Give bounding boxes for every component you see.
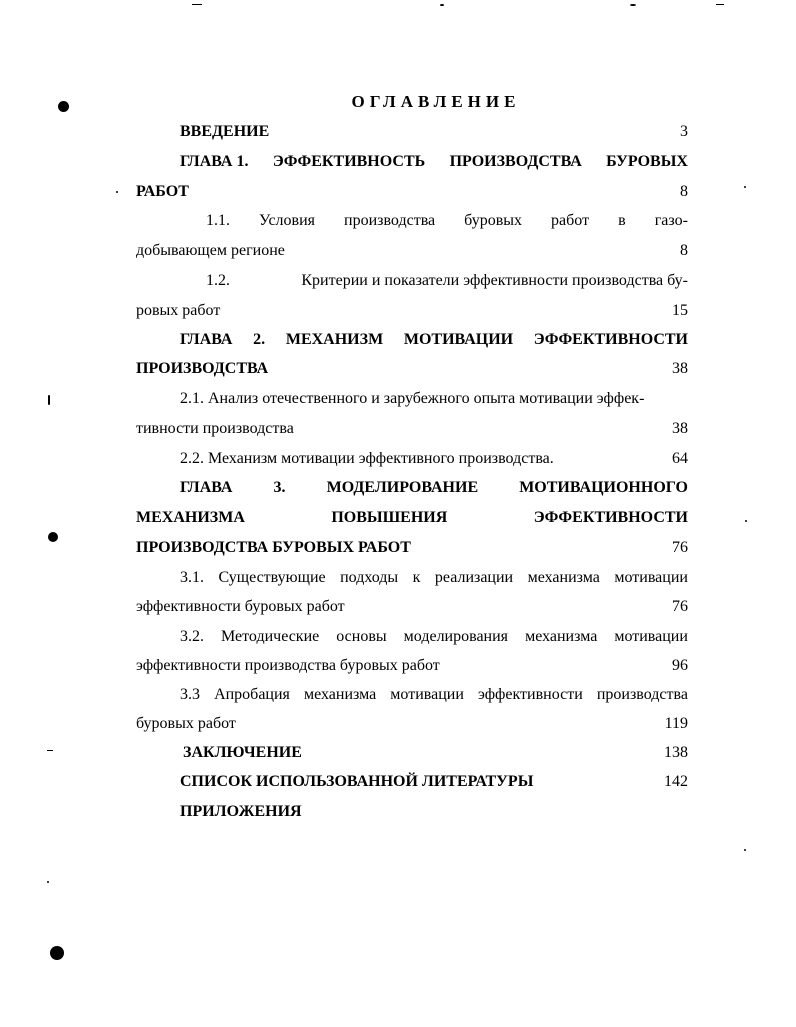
entry-page: 64: [672, 450, 688, 467]
word: МОТИВАЦИИ: [403, 331, 514, 348]
toc-section-3-1-line-2: [136, 596, 688, 618]
toc-section-2-1-line-1: [136, 388, 688, 410]
toc-chapter-3-line-3: [136, 537, 688, 559]
word: производства: [344, 212, 436, 229]
entry-label: добывающем регионе: [136, 242, 285, 259]
toc-chapter-1-line-1: [136, 151, 688, 173]
scan-speck: [745, 520, 747, 522]
word: Методические: [221, 628, 320, 645]
entry-label: ПРИЛОЖЕНИЯ: [180, 803, 302, 820]
word: 1.2.: [206, 272, 230, 289]
entry-label: ПРОИЗВОДСТВА БУРОВЫХ РАБОТ: [136, 539, 411, 556]
word: ГЛАВА: [180, 331, 233, 348]
entry-page: 138: [664, 744, 688, 761]
word: Апробация: [214, 686, 290, 703]
toc-chapter-3-line-1: [136, 477, 688, 499]
scan-speck: [744, 186, 746, 188]
entry-label: ЗАКЛЮЧЕНИЕ: [183, 744, 302, 761]
entry-label: СПИСОК ИСПОЛЬЗОВАННОЙ ЛИТЕРАТУРЫ: [180, 773, 534, 790]
word: 3.1.: [180, 569, 204, 586]
scan-speck: [50, 946, 64, 960]
word: МОТИВАЦИОННОГО: [519, 479, 688, 496]
word: ПОВЫШЕНИЯ: [331, 509, 448, 526]
word: в: [618, 212, 626, 229]
word: ПРОИЗВОДСТВА: [449, 153, 582, 170]
word: МОДЕЛИРОВАНИЕ: [326, 479, 479, 496]
word: Существующие: [218, 569, 326, 586]
scan-speck: [192, 4, 202, 5]
entry-page: 142: [664, 773, 688, 790]
word: ЭФФЕКТИВНОСТЬ: [272, 153, 426, 170]
word: механизма: [525, 628, 598, 645]
toc-entry-references: [136, 771, 688, 793]
word: механизма: [527, 569, 600, 586]
entry-label: РАБОТ: [136, 183, 189, 200]
toc-entry-appendices: [136, 801, 688, 823]
word: 3.3: [180, 686, 200, 703]
entry-label: тивности производства: [136, 420, 294, 437]
entry-label: ВВЕДЕНИЕ: [180, 123, 270, 140]
word: ГЛАВА: [180, 479, 233, 496]
scan-speck: [48, 395, 50, 405]
word: производства: [596, 686, 688, 703]
toc-section-2-1-line-2: [136, 418, 688, 440]
toc-section-3-3-line-2: [136, 713, 688, 735]
scan-speck: [48, 532, 58, 542]
scan-speck: [58, 101, 69, 112]
scan-speck: [47, 750, 53, 751]
word: эффективности: [477, 686, 583, 703]
word: моделирования: [403, 628, 509, 645]
toc-section-1-1-line-2: [136, 240, 688, 262]
toc-chapter-2-line-2: [136, 358, 688, 380]
entry-page: 8: [680, 183, 688, 200]
toc-entry-conclusion: [136, 742, 688, 764]
toc-section-3-3-line-1: [136, 684, 688, 706]
scan-speck: [116, 191, 118, 193]
word: к: [412, 569, 421, 586]
word: Условия: [259, 212, 315, 229]
word: реализации: [434, 569, 514, 586]
word: механизма: [303, 686, 377, 703]
word: мотивации: [614, 569, 688, 586]
entry-label: эффективности буровых работ: [136, 598, 345, 615]
scan-speck: [716, 4, 724, 5]
scan-speck: [47, 881, 49, 883]
word: БУРОВЫХ: [606, 153, 688, 170]
word: основы: [336, 628, 387, 645]
toc-chapter-1-line-2: [136, 181, 688, 203]
toc-chapter-2-line-1: [136, 329, 688, 351]
toc-section-3-1-line-1: [136, 567, 688, 589]
word: 3.2.: [180, 628, 204, 645]
entry-page: 8: [680, 242, 688, 259]
scan-speck: [744, 849, 746, 851]
toc-section-3-2-line-2: [136, 655, 688, 677]
word: работ: [551, 212, 590, 229]
word: МЕХАНИЗМ: [285, 331, 384, 348]
toc-chapter-3-line-2: [136, 507, 688, 529]
entry-label: эффективности производства буровых работ: [136, 657, 440, 674]
entry-page: 38: [672, 420, 688, 437]
word: подходы: [340, 569, 399, 586]
toc-title: ОГЛАВЛЕНИЕ: [351, 92, 521, 111]
word: ЭФФЕКТИВНОСТИ: [533, 509, 688, 526]
word: 1.1.: [206, 212, 230, 229]
entry-page: 38: [672, 360, 688, 377]
entry-page: 119: [664, 715, 688, 732]
entry-page: 76: [672, 539, 688, 556]
entry-page: 96: [672, 657, 688, 674]
word: МЕХАНИЗМА: [136, 509, 245, 526]
toc-section-3-2-line-1: [136, 626, 688, 648]
toc-section-1-2-line-2: [136, 300, 688, 322]
entry-label: ровых работ: [136, 302, 221, 319]
scan-speck: [630, 4, 636, 6]
word: 2.: [253, 331, 266, 348]
word: 3.: [273, 479, 286, 496]
toc-section-1-2-line-1: [136, 270, 688, 292]
entry-label: 2.1. Анализ отечественного и зарубежного опыта мотивации эффек-: [180, 390, 645, 407]
entry-label: ПРОИЗВОДСТВА: [136, 360, 269, 377]
toc-entry-introduction: [136, 121, 688, 143]
word: буровых: [464, 212, 523, 229]
word: ГЛАВА 1.: [180, 153, 249, 170]
entry-page: 3: [680, 123, 688, 140]
entry-page: 15: [672, 302, 688, 319]
word: газо-: [654, 212, 688, 229]
entry-label: буровых работ: [136, 715, 236, 732]
word: ЭФФЕКТИВНОСТИ: [533, 331, 688, 348]
word: Критерии и показатели эффективности производства бу-: [301, 272, 688, 289]
toc-section-1-1-line-1: [136, 210, 688, 232]
word: мотивации: [614, 628, 688, 645]
toc-section-2-2: [136, 448, 688, 470]
word: мотивации: [390, 686, 464, 703]
scan-speck: [440, 4, 444, 6]
entry-page: 76: [672, 598, 688, 615]
entry-label: 2.2. Механизм мотивации эффективного производства.: [180, 450, 554, 467]
